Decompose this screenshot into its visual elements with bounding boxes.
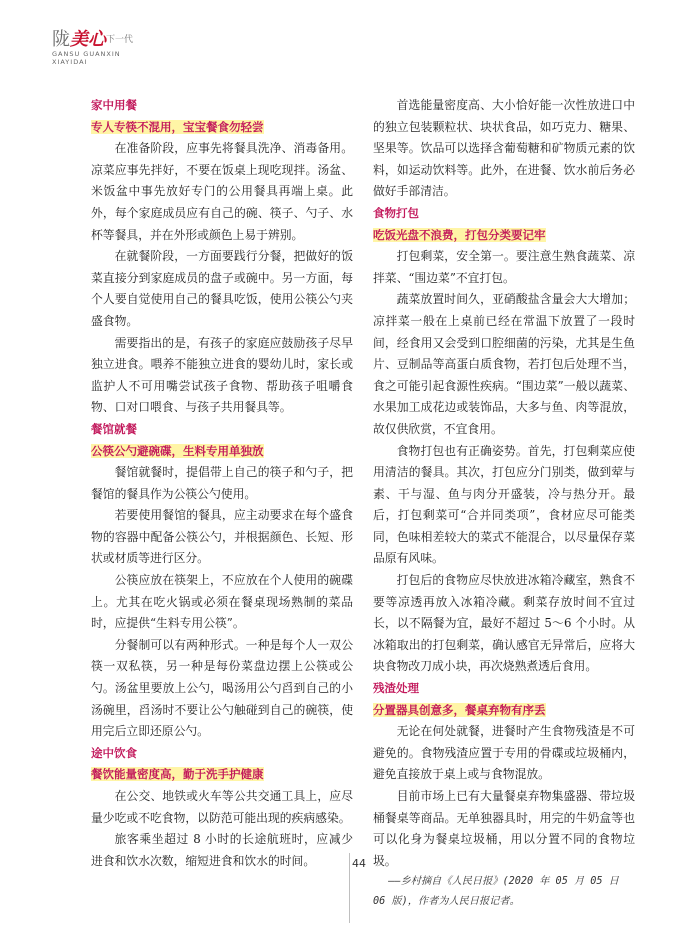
section-heading-restaurant: 餐馆就餐 [91,421,137,436]
subheading-waste-text: 分置器具创意多，餐桌弃物有序丢 [373,702,546,717]
logo-pinyin-line2: XIAYIDAI [52,58,88,66]
logo-wordmark [52,30,182,50]
paragraph: 蔬菜放置时间久，亚硝酸盐含量会大大增加；凉拌菜一般在上桌前已经在常温下放置了一段时间，经食用又会受到口腔细菌的污染，尤其是生鱼片、豆制品等高蛋白质食物，若打包后处理不当，食之可能引起食源性疾病。“围边菜”一般以蔬菜、水果加工成花边或装饰品，大多与鱼、肉等混放，故仅供欣赏，不宜食用。 [373,292,635,436]
subheading-waste [373,700,635,722]
logo-brand: 美心 [70,29,106,50]
subheading-travel [91,764,353,786]
subheading-takeaway [373,225,635,247]
source-citation: ——乡村摘自《人民日报》(2020 年 05 月 05 日 06 版)，作者为人民日报记者。 [373,876,630,908]
subheading-travel-text: 餐饮能量密度高，勤于洗手护健康 [91,767,264,782]
logo-pinyin-line1: GANSU GUANXIN [52,50,121,58]
paragraph: 打包剩菜，安全第一。要注意生熟食蔬菜、凉拌菜、“围边菜”不宜打包。 [373,249,635,285]
subheading-restaurant-text: 公筷公勺避碗碟，生料专用单独放 [91,443,264,458]
subheading-home-text: 专人专筷不混用，宝宝餐食勿轻尝 [91,119,264,134]
footer-divider [349,853,350,923]
paragraph: 公筷应放在筷架上，不应放在个人使用的碗碟上。尤其在吃火锅或必须在餐桌现场熟制的菜品时，应提供“生料专用公筷”。 [91,573,353,631]
magazine-logo [52,30,182,90]
section-heading-waste: 残渣处理 [373,681,419,696]
paragraph: 目前市场上已有大量餐桌弃物集盛器、带垃圾桶餐桌等商品。无单独器具时，用完的牛奶盒等也可以化身为餐桌垃圾桶，用以分置不同的食物垃圾。 [373,789,635,868]
logo-suffix: 下一代 [106,35,134,45]
page-number: 44 [352,857,366,870]
paragraph: 在就餐阶段，一方面要践行分餐，把做好的饭菜直接分到家庭成员的盘子或碗中。另一方面，每个人要自觉使用自己的餐具吃饭，使用公筷公勺夹盛食物。 [91,249,353,328]
paragraph: 在公交、地铁或火车等公共交通工具上，应尽量少吃或不吃食物，以防范可能出现的疾病感染。 [91,789,353,825]
subheading-takeaway-text: 吃饭光盘不浪费，打包分类要记牢 [373,227,546,242]
left-column [91,95,353,872]
paragraph: 食物打包也有正确姿势。首先，打包剩菜应使用清洁的餐具。其次，打包应分门别类，做到荤与素、干与湿、鱼与肉分开盛装，冷与热分开。最后，打包剩菜可“合并同类项”，食材应尽可能类同，色味相差较大的菜式不能混合，以尽量保存菜品原有风味。 [373,443,635,566]
section-heading-travel: 途中饮食 [91,745,137,760]
paragraph: 分餐制可以有两种形式。一种是每个人一双公筷一双私筷，另一种是每份菜盘边摆上公筷或公勺。汤盆里要放上公勺，喝汤用公勺舀到自己的小汤碗里，舀汤时不要让公勺触碰到自己的碗筷，使用完后立即还原公勺。 [91,637,353,739]
paragraph: 旅客乘坐超过 8 小时的长途航班时，应减少进食和饮水次数，缩短进食和饮水的时间。 [91,832,353,868]
paragraph: 需要指出的是，有孩子的家庭应鼓励孩子尽早独立进食。喂养不能独立进食的婴幼儿时，家长或监护人不可用嘴尝试孩子食物、帮助孩子咀嚼食物、口对口喂食、与孩子共用餐具等。 [91,335,353,415]
paragraph: 无论在何处就餐，进餐时产生食物残渣是不可避免的。食物残渣应置于专用的骨碟或垃圾桶内，避免直接放于桌上或与食物混放。 [373,724,635,782]
section-heading-takeaway: 食物打包 [373,205,419,220]
right-column [373,95,635,912]
paragraph: 若要使用餐馆的餐具，应主动要求在每个盛食物的容器中配备公筷公勺，并根据颜色、长短、形状或材质等进行区分。 [91,508,353,566]
paragraph: 首选能量密度高、大小恰好能一次性放进口中的独立包装颗粒状、块状食品，如巧克力、糖果、坚果等。饮品可以选择含葡萄糖和矿物质元素的饮料，如运动饮料等。此外，在进餐、饮水前后务必做好手部清洁。 [373,98,635,199]
logo-prefix: 陇 [52,29,70,50]
subheading-home [91,117,353,139]
section-heading-home: 家中用餐 [91,98,137,112]
subheading-restaurant [91,441,353,463]
paragraph: 打包后的食物应尽快放进冰箱冷藏室，熟食不要等凉透再放入冰箱冷藏。剩菜存放时间不宜过长，以不隔餐为宜，最好不超过 5～6 个小时。从冰箱取出的打包剩菜，确认感官无异常后，应将大块食物改刀成小块，再次烧熟煮透后食用。 [373,573,635,674]
paragraph: 餐馆就餐时，提倡带上自己的筷子和勺子，把餐馆的餐具作为公筷公勺使用。 [91,465,353,501]
paragraph: 在准备阶段，应事先将餐具洗净、消毒备用。凉菜应事先拌好，不要在饭桌上现吃现拌。汤盆、米饭盆中事先放好专门的公用餐具再端上桌。此外，每个家庭成员应有自己的碗、筷子、勺子、水杯等餐具，并在外形或颜色上易于辨别。 [91,141,353,242]
